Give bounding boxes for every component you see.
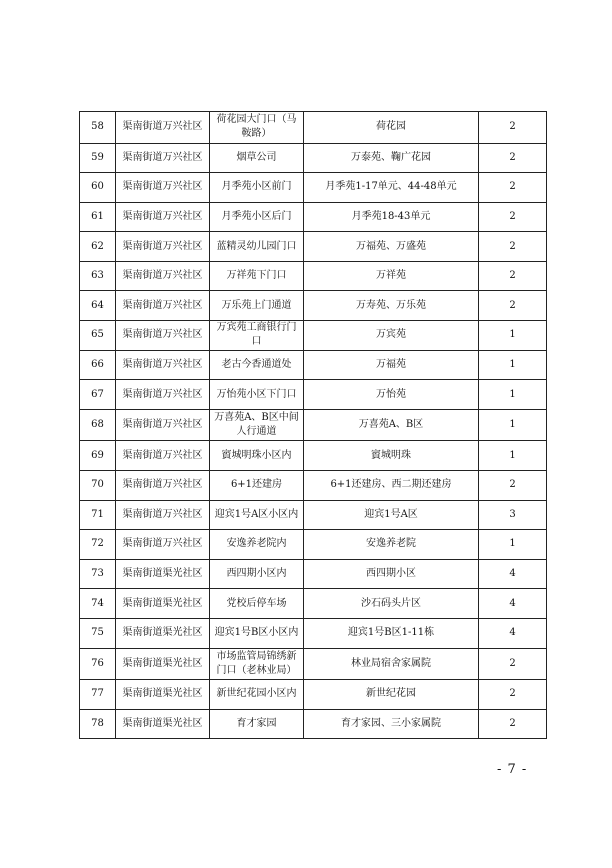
table-row: [80, 530, 547, 560]
count-cell: 1: [479, 530, 547, 560]
scope-cell: 万福苑、万盛苑: [304, 232, 479, 262]
location-cell: 迎宾1号B区小区内: [210, 618, 304, 648]
table-row: [80, 321, 547, 351]
row-number-cell: 66: [80, 350, 116, 380]
location-cell: 老古今香通道处: [210, 350, 304, 380]
location-cell: 西四期小区内: [210, 559, 304, 589]
row-number-cell: 69: [80, 441, 116, 471]
community-cell: 渠南街道渠光社区: [116, 618, 210, 648]
community-cell: 渠南街道渠光社区: [116, 680, 210, 710]
table-row: [80, 350, 547, 380]
scope-cell: 安逸养老院: [304, 530, 479, 560]
table-row: [80, 173, 547, 203]
page-number: - 7 -: [497, 762, 528, 777]
community-cell: 渠南街道万兴社区: [116, 409, 210, 441]
count-cell: 1: [479, 409, 547, 441]
community-cell: 渠南街道万兴社区: [116, 232, 210, 262]
location-cell: 迎宾1号A区小区内: [210, 500, 304, 530]
table-row: [80, 470, 547, 500]
location-cell: 万喜苑A、B区中间人行通道: [210, 409, 304, 441]
row-number-cell: 61: [80, 202, 116, 232]
table-row: [80, 380, 547, 410]
community-cell: 渠南街道万兴社区: [116, 441, 210, 471]
count-cell: 3: [479, 500, 547, 530]
table-row: [80, 202, 547, 232]
row-number-cell: 77: [80, 680, 116, 710]
community-cell: 渠南街道万兴社区: [116, 261, 210, 291]
community-cell: 渠南街道渠光社区: [116, 648, 210, 680]
scope-cell: 迎宾1号B区1-11栋: [304, 618, 479, 648]
row-number-cell: 75: [80, 618, 116, 648]
row-number-cell: 65: [80, 321, 116, 351]
table-row: [80, 559, 547, 589]
location-cell: 蓝精灵幼儿园门口: [210, 232, 304, 262]
table-body: [80, 112, 547, 739]
location-cell: 6+1还建房: [210, 470, 304, 500]
row-number-cell: 64: [80, 291, 116, 321]
table-row: [80, 648, 547, 680]
row-number-cell: 72: [80, 530, 116, 560]
location-cell: 月季苑小区后门: [210, 202, 304, 232]
scope-cell: 沙石码头片区: [304, 589, 479, 619]
table-row: [80, 112, 547, 144]
count-cell: 2: [479, 291, 547, 321]
count-cell: 2: [479, 680, 547, 710]
row-number-cell: 74: [80, 589, 116, 619]
location-cell: 万宾苑工商银行门口: [210, 321, 304, 351]
location-cell: 安逸养老院内: [210, 530, 304, 560]
location-cell: 賨城明珠小区内: [210, 441, 304, 471]
table-row: [80, 409, 547, 441]
scope-cell: 万泰苑、鞠广花园: [304, 143, 479, 173]
table-row: [80, 709, 547, 739]
count-cell: 4: [479, 618, 547, 648]
community-cell: 渠南街道万兴社区: [116, 321, 210, 351]
count-cell: 2: [479, 648, 547, 680]
row-number-cell: 58: [80, 112, 116, 144]
count-cell: 2: [479, 709, 547, 739]
table-row: [80, 500, 547, 530]
scope-cell: 新世纪花园: [304, 680, 479, 710]
count-cell: 4: [479, 589, 547, 619]
location-cell: 万祥苑下门口: [210, 261, 304, 291]
row-number-cell: 59: [80, 143, 116, 173]
scope-cell: 育才家园、三小家属院: [304, 709, 479, 739]
row-number-cell: 68: [80, 409, 116, 441]
scope-cell: 万喜苑A、B区: [304, 409, 479, 441]
scope-cell: 月季苑18-43单元: [304, 202, 479, 232]
scope-cell: 万宾苑: [304, 321, 479, 351]
location-cell: 万乐苑上门通道: [210, 291, 304, 321]
community-cell: 渠南街道万兴社区: [116, 530, 210, 560]
count-cell: 1: [479, 380, 547, 410]
row-number-cell: 71: [80, 500, 116, 530]
location-cell: 市场监管局锦绣新门口（老林业局）: [210, 648, 304, 680]
scope-cell: 万福苑: [304, 350, 479, 380]
row-number-cell: 67: [80, 380, 116, 410]
row-number-cell: 73: [80, 559, 116, 589]
count-cell: 1: [479, 441, 547, 471]
table-row: [80, 589, 547, 619]
table-row: [80, 143, 547, 173]
table-row: [80, 291, 547, 321]
table-row: [80, 680, 547, 710]
community-cell: 渠南街道万兴社区: [116, 380, 210, 410]
table-row: [80, 232, 547, 262]
community-cell: 渠南街道万兴社区: [116, 202, 210, 232]
count-cell: 2: [479, 261, 547, 291]
count-cell: 2: [479, 470, 547, 500]
community-cell: 渠南街道万兴社区: [116, 173, 210, 203]
scope-cell: 月季苑1-17单元、44-48单元: [304, 173, 479, 203]
scope-cell: 林业局宿舍家属院: [304, 648, 479, 680]
location-cell: 月季苑小区前门: [210, 173, 304, 203]
row-number-cell: 78: [80, 709, 116, 739]
scope-cell: 万祥苑: [304, 261, 479, 291]
location-cell: 党校后停车场: [210, 589, 304, 619]
community-cell: 渠南街道万兴社区: [116, 291, 210, 321]
count-cell: 2: [479, 173, 547, 203]
community-cell: 渠南街道万兴社区: [116, 500, 210, 530]
community-cell: 渠南街道万兴社区: [116, 143, 210, 173]
count-cell: 2: [479, 202, 547, 232]
row-number-cell: 62: [80, 232, 116, 262]
location-cell: 烟草公司: [210, 143, 304, 173]
row-number-cell: 60: [80, 173, 116, 203]
scope-cell: 賨城明珠: [304, 441, 479, 471]
scope-cell: 6+1还建房、西二期还建房: [304, 470, 479, 500]
community-cell: 渠南街道万兴社区: [116, 112, 210, 144]
community-cell: 渠南街道万兴社区: [116, 350, 210, 380]
location-cell: 荷花园大门口（马鞍路）: [210, 112, 304, 144]
community-cell: 渠南街道渠光社区: [116, 709, 210, 739]
count-cell: 4: [479, 559, 547, 589]
scope-cell: 万寿苑、万乐苑: [304, 291, 479, 321]
scope-cell: 迎宾1号A区: [304, 500, 479, 530]
row-number-cell: 70: [80, 470, 116, 500]
location-cell: 万怡苑小区下门口: [210, 380, 304, 410]
count-cell: 1: [479, 321, 547, 351]
count-cell: 2: [479, 232, 547, 262]
table-row: [80, 441, 547, 471]
row-number-cell: 63: [80, 261, 116, 291]
table-row: [80, 261, 547, 291]
scope-cell: 万怡苑: [304, 380, 479, 410]
count-cell: 2: [479, 112, 547, 144]
community-cell: 渠南街道渠光社区: [116, 589, 210, 619]
community-cell: 渠南街道万兴社区: [116, 470, 210, 500]
collection-point-table: [79, 111, 547, 739]
scope-cell: 西四期小区: [304, 559, 479, 589]
count-cell: 2: [479, 143, 547, 173]
count-cell: 1: [479, 350, 547, 380]
scope-cell: 荷花园: [304, 112, 479, 144]
row-number-cell: 76: [80, 648, 116, 680]
table-row: [80, 618, 547, 648]
community-cell: 渠南街道渠光社区: [116, 559, 210, 589]
location-cell: 育才家园: [210, 709, 304, 739]
location-cell: 新世纪花园小区内: [210, 680, 304, 710]
